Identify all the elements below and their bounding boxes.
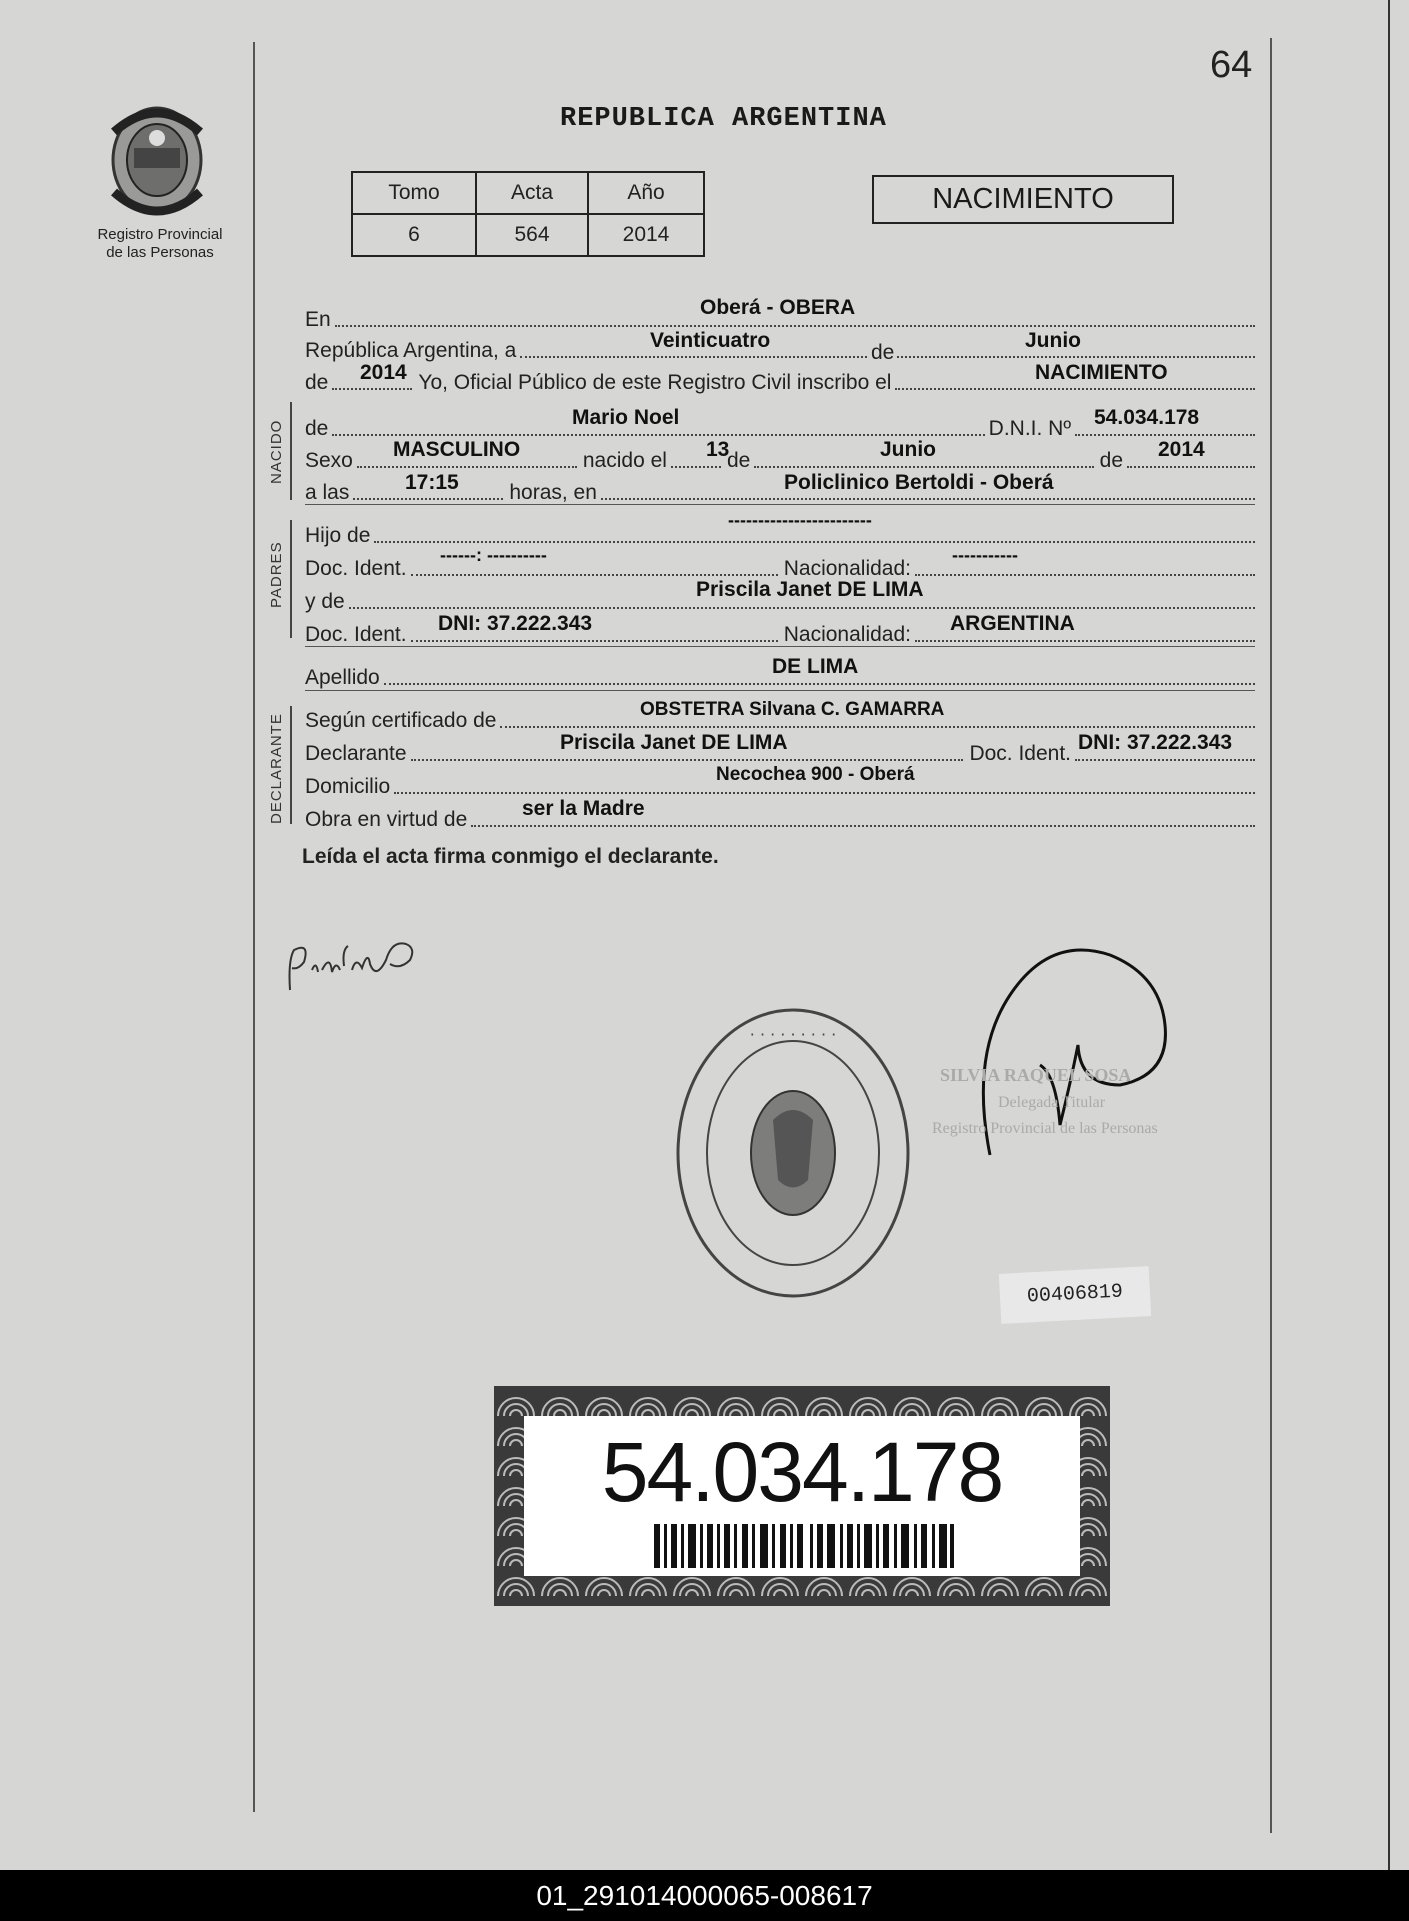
serial-number: 00406819 (999, 1266, 1151, 1324)
apellido-label: Apellido (305, 666, 380, 689)
row-obra (305, 804, 1255, 832)
domicilio-label: Domicilio (305, 775, 391, 798)
logo-caption (80, 226, 240, 262)
dni-value: 54.034.178 (1094, 406, 1200, 429)
oficial-label: Yo, Oficial Público de este Registro Civil inscribo el (418, 371, 892, 394)
page-number: 64 (1210, 44, 1253, 86)
nombre-label: de (305, 417, 329, 440)
acta-value: 564 (476, 214, 588, 256)
record-type-box: NACIMIENTO (872, 175, 1174, 224)
doc2-label: Doc. Ident. (305, 623, 407, 646)
tomo-header: Tomo (352, 172, 476, 214)
doc2-value: DNI: 37.222.343 (438, 612, 593, 635)
tomo-value: 6 (352, 214, 476, 256)
official-stamp-role: Delegada Titular (998, 1094, 1106, 1111)
sticker-dni-number: 54.034.178 (601, 1425, 1003, 1519)
padres-section-label: PADRES (268, 541, 285, 608)
anio-value-text: 2014 (360, 361, 407, 384)
certificado-value: OBSTETRA Silvana C. GAMARRA (640, 699, 945, 720)
anio-header: Año (588, 172, 704, 214)
lugar-value: Policlinico Bertoldi - Oberá (784, 471, 1054, 494)
hijo-label: Hijo de (305, 524, 371, 547)
sticker-label (524, 1416, 1080, 1576)
alas-label: a las (305, 481, 350, 504)
obra-label: Obra en virtud de (305, 808, 468, 831)
nac1-label: Nacionalidad: (783, 557, 911, 580)
anio-value: 2014 (588, 214, 704, 256)
en-value: Oberá - OBERA (700, 296, 856, 319)
mes-value: Junio (1025, 329, 1081, 352)
closing-statement: Leída el acta firma conmigo el declarante. (302, 845, 719, 868)
horas-label: horas, en (509, 481, 597, 504)
dni-barcode-sticker (494, 1386, 1110, 1606)
nacido-section-label: NACIDO (268, 419, 285, 484)
sexo-label: Sexo (305, 449, 353, 472)
right-margin-line (1270, 38, 1272, 1833)
nacido-bar (290, 402, 292, 500)
declarante-bar (290, 706, 292, 824)
scan-footer-id: 01_291014000065-008617 (0, 1870, 1409, 1921)
logo-caption-line1: Registro Provincial (97, 226, 223, 243)
nacido-dia-value: 13 (706, 438, 730, 461)
nacido-de2-label: de (1099, 449, 1123, 472)
official-stamp-org: Registro Provincial de las Personas (932, 1120, 1158, 1137)
left-margin-line (253, 42, 255, 1812)
logo-caption-line2: de las Personas (106, 244, 214, 261)
declarante-value: Priscila Janet DE LIMA (560, 731, 788, 754)
padres-separator (305, 646, 1255, 647)
dni-label: D.N.I. Nº (988, 417, 1071, 440)
de-label: de (868, 341, 897, 365)
nombre-value: Mario Noel (572, 406, 680, 429)
apellido-separator (305, 690, 1255, 691)
nacido-separator (305, 504, 1255, 505)
doc1-value: ------: ---------- (440, 545, 547, 565)
barcode (654, 1524, 954, 1568)
document-title: REPUBLICA ARGENTINA (560, 104, 887, 134)
svg-text:· · · · · · · · ·: · · · · · · · · · (749, 1025, 837, 1044)
doc1-label: Doc. Ident. (305, 557, 407, 580)
reference-table (351, 171, 705, 257)
decl-doc-label: Doc. Ident. (969, 742, 1071, 765)
padre-value: ------------------------ (728, 510, 872, 530)
de2-label: de (305, 371, 329, 394)
nac2-label: Nacionalidad: (783, 623, 911, 646)
madre-value: Priscila Janet DE LIMA (696, 578, 924, 601)
nac2-value: ARGENTINA (950, 612, 1075, 635)
apellido-value: DE LIMA (772, 655, 859, 678)
sexo-value: MASCULINO (393, 438, 521, 461)
official-stamp-name: SILVIA RAQUEL SOSA (940, 1065, 1132, 1085)
obra-value: ser la Madre (522, 797, 645, 820)
decl-doc-value: DNI: 37.222.343 (1078, 731, 1233, 754)
nacido-de-label: de (726, 449, 751, 472)
registry-seal (668, 1000, 918, 1306)
row-republica (305, 335, 1255, 363)
dia-value: Veinticuatro (650, 329, 771, 352)
certificado-label: Según certificado de (305, 709, 497, 732)
republica-label: República Argentina, a (305, 339, 517, 362)
domicilio-value: Necochea 900 - Oberá (716, 764, 915, 785)
province-crest-logo (100, 92, 215, 224)
padres-bar (290, 520, 292, 638)
acta-header: Acta (476, 172, 588, 214)
declarante-label: Declarante (305, 742, 407, 765)
nacido-anio-value: 2014 (1158, 438, 1205, 461)
hora-value: 17:15 (405, 471, 459, 494)
nacido-mes-value: Junio (880, 438, 936, 461)
en-label: En (305, 308, 331, 331)
declarante-section-label: DECLARANTE (268, 713, 285, 824)
declarante-signature (282, 920, 422, 1000)
nac1-value: ----------- (952, 545, 1018, 565)
yde-label: y de (305, 590, 345, 613)
tipo-value: NACIMIENTO (1035, 361, 1168, 384)
nacido-label: nacido el (582, 449, 667, 472)
edge-margin-line (1388, 0, 1390, 1870)
